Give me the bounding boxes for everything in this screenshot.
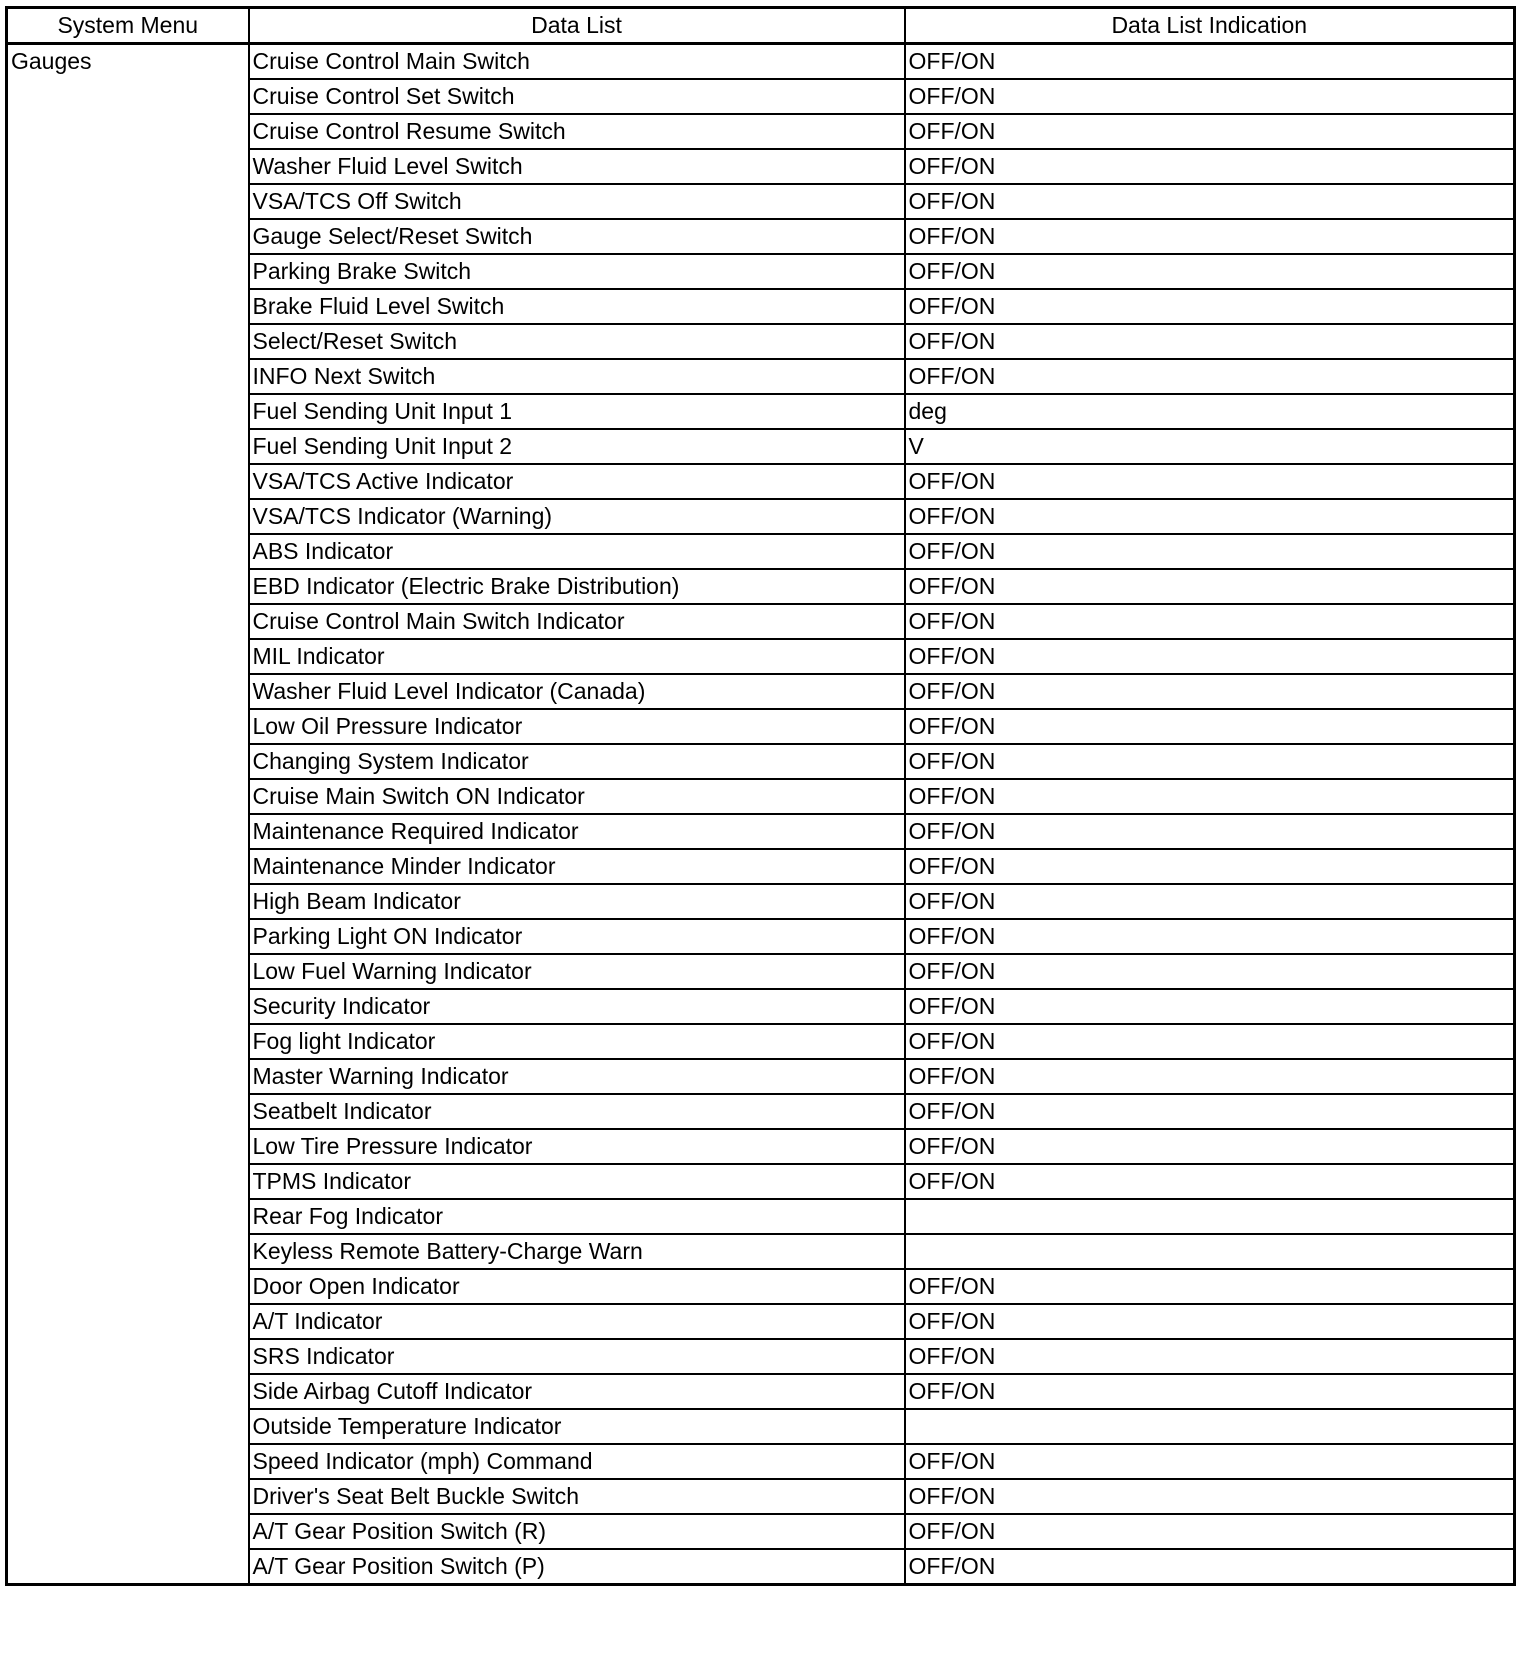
data-list-indication-cell: OFF/ON [905, 814, 1515, 849]
data-list-indication-cell: OFF/ON [905, 79, 1515, 114]
data-list-item-cell: Washer Fluid Level Indicator (Canada) [249, 674, 905, 709]
data-list-indication-cell: OFF/ON [905, 709, 1515, 744]
data-list-item-cell: Maintenance Minder Indicator [249, 849, 905, 884]
data-list-item-cell: Security Indicator [249, 989, 905, 1024]
data-list-indication-cell: OFF/ON [905, 639, 1515, 674]
data-list-table-wrapper [5, 6, 1516, 1586]
data-list-item-cell: Cruise Main Switch ON Indicator [249, 779, 905, 814]
data-list-item-cell: Parking Brake Switch [249, 254, 905, 289]
data-list-item-cell: High Beam Indicator [249, 884, 905, 919]
data-list-item-cell: Parking Light ON Indicator [249, 919, 905, 954]
data-list-item-cell: INFO Next Switch [249, 359, 905, 394]
data-list-indication-cell: OFF/ON [905, 674, 1515, 709]
data-list-item-cell: VSA/TCS Off Switch [249, 184, 905, 219]
data-list-item-cell: Fuel Sending Unit Input 2 [249, 429, 905, 464]
data-list-indication-cell: OFF/ON [905, 954, 1515, 989]
data-list-indication-cell: OFF/ON [905, 569, 1515, 604]
data-list-item-cell: TPMS Indicator [249, 1164, 905, 1199]
data-list-item-cell: Fog light Indicator [249, 1024, 905, 1059]
data-list-indication-cell: OFF/ON [905, 1549, 1515, 1585]
data-list-indication-cell: OFF/ON [905, 1269, 1515, 1304]
data-list-item-cell: Cruise Control Set Switch [249, 79, 905, 114]
data-list-indication-cell: OFF/ON [905, 1094, 1515, 1129]
data-list-item-cell: Outside Temperature Indicator [249, 1409, 905, 1444]
data-list-indication-cell: OFF/ON [905, 1129, 1515, 1164]
data-list-indication-cell: OFF/ON [905, 114, 1515, 149]
data-list-indication-cell: V [905, 429, 1515, 464]
data-list-indication-cell: OFF/ON [905, 1164, 1515, 1199]
data-list-item-cell: Driver's Seat Belt Buckle Switch [249, 1479, 905, 1514]
data-list-item-cell: Low Tire Pressure Indicator [249, 1129, 905, 1164]
data-list-item-cell: Maintenance Required Indicator [249, 814, 905, 849]
data-list-indication-cell: OFF/ON [905, 884, 1515, 919]
data-list-item-cell: Low Oil Pressure Indicator [249, 709, 905, 744]
data-list-indication-cell: OFF/ON [905, 499, 1515, 534]
data-list-item-cell: Seatbelt Indicator [249, 1094, 905, 1129]
data-list-item-cell: Brake Fluid Level Switch [249, 289, 905, 324]
data-list-item-cell: Side Airbag Cutoff Indicator [249, 1374, 905, 1409]
data-list-indication-cell: OFF/ON [905, 1514, 1515, 1549]
data-list-item-cell: A/T Indicator [249, 1304, 905, 1339]
data-list-indication-cell: OFF/ON [905, 1059, 1515, 1094]
data-list-indication-cell: OFF/ON [905, 989, 1515, 1024]
system-menu-cell: Gauges [7, 44, 249, 1585]
data-list-indication-cell: OFF/ON [905, 534, 1515, 569]
data-list-item-cell: Select/Reset Switch [249, 324, 905, 359]
header-data-list: Data List [249, 8, 905, 44]
data-list-indication-cell [905, 1409, 1515, 1444]
data-list-item-cell: Door Open Indicator [249, 1269, 905, 1304]
data-list-item-cell: VSA/TCS Indicator (Warning) [249, 499, 905, 534]
data-list-indication-cell: OFF/ON [905, 1339, 1515, 1374]
table-row [7, 44, 1515, 80]
data-list-item-cell: Speed Indicator (mph) Command [249, 1444, 905, 1479]
data-list-indication-cell [905, 1234, 1515, 1269]
data-list-indication-cell: OFF/ON [905, 604, 1515, 639]
data-list-indication-cell: OFF/ON [905, 219, 1515, 254]
data-list-indication-cell: OFF/ON [905, 184, 1515, 219]
data-list-item-cell: Rear Fog Indicator [249, 1199, 905, 1234]
data-list-indication-cell: OFF/ON [905, 1374, 1515, 1409]
data-list-indication-cell: OFF/ON [905, 744, 1515, 779]
table-header-row [7, 8, 1515, 44]
data-list-item-cell: SRS Indicator [249, 1339, 905, 1374]
data-list-item-cell: Cruise Control Main Switch Indicator [249, 604, 905, 639]
header-system-menu: System Menu [7, 8, 249, 44]
data-list-item-cell: Cruise Control Resume Switch [249, 114, 905, 149]
data-list-indication-cell: OFF/ON [905, 254, 1515, 289]
data-list-item-cell: Cruise Control Main Switch [249, 44, 905, 80]
data-list-item-cell: MIL Indicator [249, 639, 905, 674]
data-list-item-cell: A/T Gear Position Switch (P) [249, 1549, 905, 1585]
data-list-table [5, 6, 1516, 1586]
data-list-item-cell: Washer Fluid Level Switch [249, 149, 905, 184]
data-list-indication-cell: OFF/ON [905, 779, 1515, 814]
data-list-indication-cell: OFF/ON [905, 149, 1515, 184]
data-list-indication-cell: OFF/ON [905, 1024, 1515, 1059]
table-body [7, 44, 1515, 1585]
header-data-list-indication: Data List Indication [905, 8, 1515, 44]
data-list-item-cell: Low Fuel Warning Indicator [249, 954, 905, 989]
data-list-indication-cell: OFF/ON [905, 359, 1515, 394]
data-list-indication-cell: OFF/ON [905, 464, 1515, 499]
data-list-indication-cell: OFF/ON [905, 1479, 1515, 1514]
data-list-item-cell: A/T Gear Position Switch (R) [249, 1514, 905, 1549]
data-list-item-cell: ABS Indicator [249, 534, 905, 569]
data-list-indication-cell: OFF/ON [905, 1444, 1515, 1479]
data-list-item-cell: EBD Indicator (Electric Brake Distribution) [249, 569, 905, 604]
data-list-item-cell: Master Warning Indicator [249, 1059, 905, 1094]
data-list-indication-cell: OFF/ON [905, 44, 1515, 80]
data-list-indication-cell: OFF/ON [905, 849, 1515, 884]
data-list-item-cell: Changing System Indicator [249, 744, 905, 779]
data-list-indication-cell: OFF/ON [905, 289, 1515, 324]
data-list-indication-cell: OFF/ON [905, 1304, 1515, 1339]
data-list-item-cell: VSA/TCS Active Indicator [249, 464, 905, 499]
data-list-indication-cell [905, 1199, 1515, 1234]
data-list-item-cell: Gauge Select/Reset Switch [249, 219, 905, 254]
data-list-item-cell: Fuel Sending Unit Input 1 [249, 394, 905, 429]
data-list-indication-cell: OFF/ON [905, 324, 1515, 359]
data-list-indication-cell: deg [905, 394, 1515, 429]
data-list-indication-cell: OFF/ON [905, 919, 1515, 954]
data-list-item-cell: Keyless Remote Battery-Charge Warn [249, 1234, 905, 1269]
